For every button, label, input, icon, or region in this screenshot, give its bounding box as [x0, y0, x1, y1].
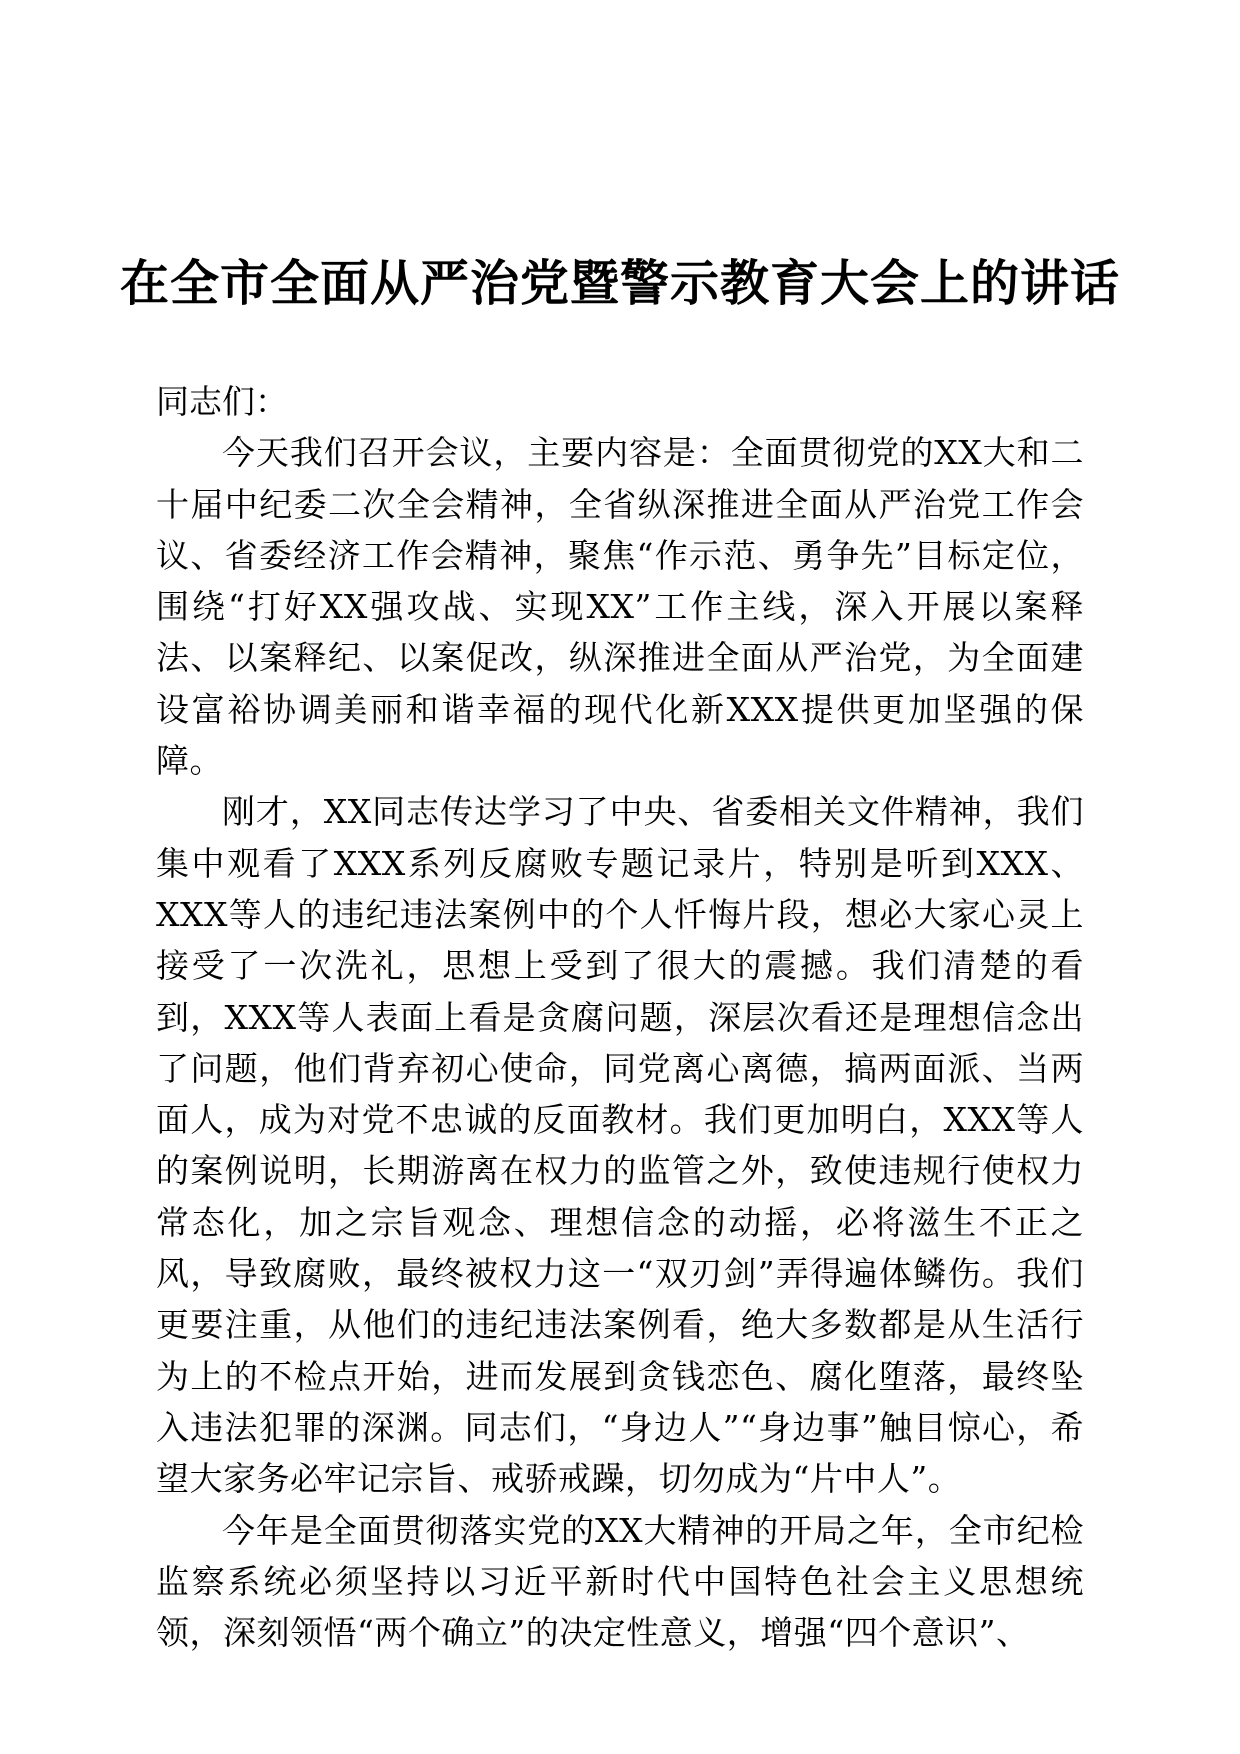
paragraph-3: 今年是全面贯彻落实党的XX大精神的开局之年，全市纪检监察系统必须坚持以习近平新时代中国特色社会主义思想统领，深刻领悟“两个确立”的决定性意义，增强“四个意识”、	[156, 1510, 1084, 1653]
paragraph-2: 刚才，XX同志传达学习了中央、省委相关文件精神，我们集中观看了XXX系列反腐败专题记录片，特别是听到XXX、XXX等人的违纪违法案例中的个人忏悔片段，想必大家心灵上接受了一次洗礼，思想上受到了很大的震撼。我们清楚的看到，XXX等人表面上看是贪腐问题，深层次看还是理想信念出了问题，他们背弃初心使命，同党离心离德，搞两面派、当两面人，成为对党不忠诚的反面教材。我们更加明白，XXX等人的案例说明，长期游离在权力的监管之外，致使违规行使权力常态化，加之宗旨观念、理想信念的动摇，必将滋生不正之风，导致腐败，最终被权力这一“双刃剑”弄得遍体鳞伤。我们更要注重，从他们的违纪违法案例看，绝大多数都是从生活行为上的不检点开始，进而发展到贪钱恋色、腐化堕落，最终坠入违法犯罪的深渊。同志们，“身边人”“身边事”触目惊心，希望大家务必牢记宗旨、戒骄戒躁，切勿成为“片中人”。	[156, 792, 1084, 1499]
paragraph-1: 今天我们召开会议，主要内容是：全面贯彻党的XX大和二十届中纪委二次全会精神，全省纵深推进全面从严治党工作会议、省委经济工作会精神，聚焦“作示范、勇争先”目标定位，围绕“打好XX强攻战、实现XX”工作主线，深入开展以案释法、以案释纪、以案促改，纵深推进全面从严治党，为全面建设富裕协调美丽和谐幸福的现代化新XXX提供更加坚强的保障。	[156, 433, 1084, 781]
document-title: 在全市全面从严治党暨警示教育大会上的讲话	[119, 254, 1120, 312]
salutation: 同志们：	[156, 382, 288, 421]
document-body	[156, 376, 1084, 1658]
